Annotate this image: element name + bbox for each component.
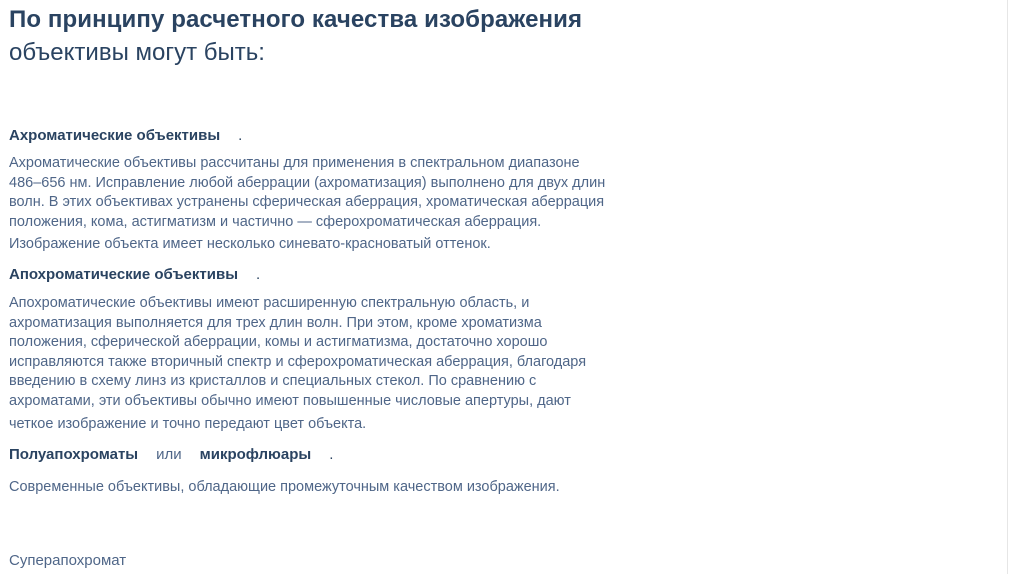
semiapochromatic-heading-dot: . xyxy=(329,446,334,463)
apochromatic-heading-dot: . xyxy=(256,266,261,283)
apochromatic-line: введению в схему линз из кристаллов и специальных стекол. По сравнению с xyxy=(9,373,537,389)
slide-divider xyxy=(1007,0,1008,574)
apochromatic-line: положения, сферической аберрации, комы и астигматизма, достаточно хорошо xyxy=(9,334,548,350)
achromatic-line: 486–656 нм. Исправление любой аберрации (ахроматизация) выполнено для двух длин xyxy=(9,174,606,191)
apochromatic-heading xyxy=(9,266,260,283)
slide-title: По принципу расчетного качества изображения xyxy=(9,6,583,33)
semiapochromatic-heading xyxy=(9,446,333,463)
achromatic-heading-text: Ахроматические объективы xyxy=(9,127,221,144)
superapochromat-label: Суперапохромат xyxy=(9,552,127,569)
achromatic-heading-dot: . xyxy=(238,127,243,144)
semiapochromatic-description: Современные объективы, обладающие промежуточным качеством изображения. xyxy=(9,479,560,495)
semiapochromatic-conjunction: или xyxy=(156,446,182,463)
semiapochromatic-heading-b: микрофлюары xyxy=(199,446,312,463)
apochromatic-line: Апохроматические объективы имеют расширенную спектральную область, и xyxy=(9,295,530,311)
achromatic-description xyxy=(9,154,709,232)
achromatic-line: Ахроматические объективы рассчитаны для применения в спектральном диапазоне xyxy=(9,155,580,171)
apochromatic-line: четкое изображение и точно передают цвет объекта. xyxy=(9,416,367,432)
semiapochromatic-heading-a: Полуапохроматы xyxy=(9,446,139,463)
achromatic-note: Изображение объекта имеет несколько синевато-красноватый оттенок. xyxy=(9,236,491,252)
apochromatic-line: ахроматизация выполняется для трех длин волн. При этом, кроме хроматизма xyxy=(9,314,542,331)
apochromatic-heading-text: Апохроматические объективы xyxy=(9,266,239,283)
achromatic-heading xyxy=(9,127,242,144)
apochromatic-description xyxy=(9,294,709,435)
achromatic-line: волн. В этих объективах устранены сферическая аберрация, хроматическая аберрация xyxy=(9,194,605,210)
slide-subtitle: объективы могут быть: xyxy=(9,39,265,66)
apochromatic-line: исправляются также вторичный спектр и сферохроматическая аберрация, благодаря xyxy=(9,353,587,370)
achromatic-line: положения, кома, астигматизм и частично — сферохроматическая аберрация. xyxy=(9,213,542,230)
apochromatic-line: ахроматами, эти объективы обычно имеют повышенные числовые апертуры, дают xyxy=(9,392,571,409)
